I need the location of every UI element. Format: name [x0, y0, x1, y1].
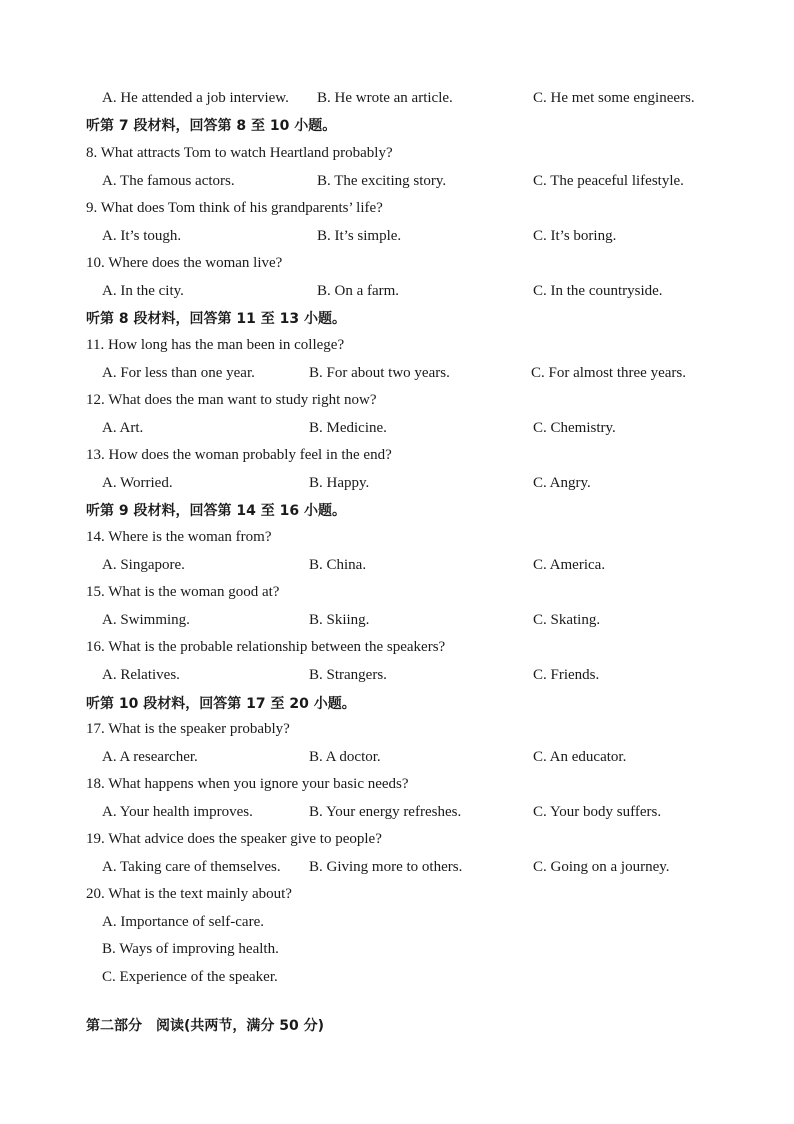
question-text: 12. What does the man want to study right now? — [86, 392, 377, 408]
question-text: 11. How long has the man been in college? — [86, 337, 345, 353]
option-a: A. A researcher. — [102, 749, 198, 765]
section-heading: 听第 7 段材料，回答第 8 至 10 小题。 — [86, 118, 337, 134]
q-row — [0, 388, 794, 412]
option-b: B. A doctor. — [309, 749, 381, 765]
option-c: C. It’s boring. — [533, 228, 617, 244]
option-c: C. Friends. — [533, 667, 600, 683]
option-b: B. It’s simple. — [317, 228, 402, 244]
option-row — [0, 855, 794, 879]
q-row — [0, 525, 794, 549]
option-a: A. Worried. — [102, 475, 173, 491]
option-single: C. Experience of the speaker. — [102, 969, 278, 985]
option-c: C. Angry. — [533, 475, 591, 491]
option-b: B. For about two years. — [309, 365, 450, 381]
option-row — [0, 416, 794, 440]
option-b: B. Skiing. — [309, 612, 370, 628]
option-a: A. Your health improves. — [102, 804, 253, 820]
option-c: C. For almost three years. — [531, 365, 686, 381]
option-c: C. The peaceful lifestyle. — [533, 173, 684, 189]
option-c: C. An educator. — [533, 749, 627, 765]
option-row — [0, 663, 794, 687]
option-row — [0, 471, 794, 495]
q-row — [0, 717, 794, 741]
question-text: 16. What is the probable relationship between the speakers? — [86, 639, 446, 655]
question-text: 8. What attracts Tom to watch Heartland probably? — [86, 145, 393, 161]
option-a: A. In the city. — [102, 283, 184, 299]
option-a: A. Art. — [102, 420, 144, 436]
single-row — [0, 910, 794, 934]
option-a: A. Swimming. — [102, 612, 190, 628]
option-row — [0, 169, 794, 193]
option-c: C. In the countryside. — [533, 283, 663, 299]
question-text: 9. What does Tom think of his grandparents’ life? — [86, 200, 383, 216]
option-c: C. He met some engineers. — [533, 90, 695, 106]
option-row — [0, 279, 794, 303]
option-b: B. Happy. — [309, 475, 370, 491]
q-row — [0, 251, 794, 275]
option-c: C. Chemistry. — [533, 420, 616, 436]
option-c: C. America. — [533, 557, 606, 573]
option-b: B. On a farm. — [317, 283, 400, 299]
single-row — [0, 965, 794, 989]
section-heading: 听第 8 段材料，回答第 11 至 13 小题。 — [86, 311, 346, 327]
single-row — [0, 937, 794, 961]
option-row — [0, 361, 794, 385]
q-row — [0, 882, 794, 906]
option-a: A. It’s tough. — [102, 228, 182, 244]
part-row — [0, 1014, 794, 1038]
question-text: 14. Where is the woman from? — [86, 529, 272, 545]
part-heading: 第二部分 阅读(共两节，满分 50 分) — [86, 1018, 325, 1034]
option-single: A. Importance of self-care. — [102, 914, 264, 930]
section-heading: 听第 9 段材料，回答第 14 至 16 小题。 — [86, 503, 346, 519]
option-row — [0, 608, 794, 632]
option-row — [0, 553, 794, 577]
question-text: 20. What is the text mainly about? — [86, 886, 292, 902]
sec-row — [0, 307, 794, 331]
option-a: A. Relatives. — [102, 667, 180, 683]
section-heading: 听第 10 段材料，回答第 17 至 20 小题。 — [86, 696, 356, 712]
option-b: B. He wrote an article. — [317, 90, 453, 106]
option-c: C. Skating. — [533, 612, 601, 628]
q-row — [0, 580, 794, 604]
question-text: 19. What advice does the speaker give to people? — [86, 831, 382, 847]
option-b: B. China. — [309, 557, 367, 573]
q-row — [0, 333, 794, 357]
option-a: A. For less than one year. — [102, 365, 255, 381]
option-b: B. Your energy refreshes. — [309, 804, 462, 820]
option-row — [0, 224, 794, 248]
option-single: B. Ways of improving health. — [102, 941, 279, 957]
sec-row — [0, 499, 794, 523]
question-text: 17. What is the speaker probably? — [86, 721, 290, 737]
option-row — [0, 745, 794, 769]
option-a: A. He attended a job interview. — [102, 90, 289, 106]
question-text: 10. Where does the woman live? — [86, 255, 283, 271]
option-a: A. The famous actors. — [102, 173, 235, 189]
question-text: 15. What is the woman good at? — [86, 584, 280, 600]
option-row — [0, 800, 794, 824]
question-text: 18. What happens when you ignore your basic needs? — [86, 776, 409, 792]
q-row — [0, 827, 794, 851]
question-text: 13. How does the woman probably feel in the end? — [86, 447, 392, 463]
q-row — [0, 443, 794, 467]
sec-row — [0, 114, 794, 138]
option-b: B. The exciting story. — [317, 173, 447, 189]
sec-row — [0, 692, 794, 716]
option-b: B. Giving more to others. — [309, 859, 463, 875]
option-row — [0, 86, 794, 110]
q-row — [0, 772, 794, 796]
option-b: B. Strangers. — [309, 667, 387, 683]
option-b: B. Medicine. — [309, 420, 387, 436]
option-a: A. Taking care of themselves. — [102, 859, 281, 875]
option-a: A. Singapore. — [102, 557, 185, 573]
option-c: C. Going on a journey. — [533, 859, 670, 875]
q-row — [0, 196, 794, 220]
q-row — [0, 141, 794, 165]
q-row — [0, 635, 794, 659]
option-c: C. Your body suffers. — [533, 804, 662, 820]
